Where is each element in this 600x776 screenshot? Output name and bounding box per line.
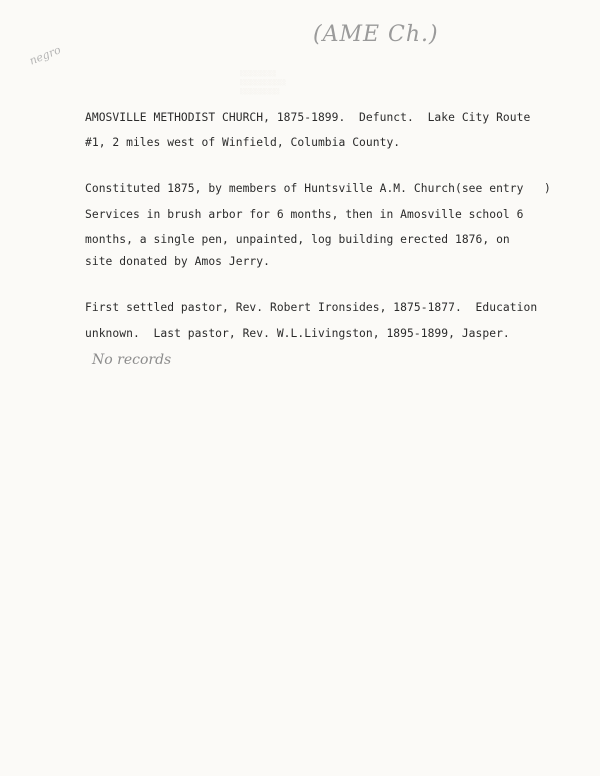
- history-line-3: months, a single pen, unpainted, log building erected 1876, on: [85, 233, 510, 246]
- handwritten-annotation-top-left: negro: [27, 43, 63, 68]
- bleed-through-text: ░░░░░░░░░░░ ░░░░░░░░░░░░░░ ░░░░░░░░░░░░: [240, 71, 287, 95]
- handwritten-note-no-records: No records: [92, 352, 172, 368]
- history-line-1: Constituted 1875, by members of Huntsville A.M. Church(see entry ): [85, 182, 551, 195]
- entry-title-line: AMOSVILLE METHODIST CHURCH, 1875-1899. Defunct. Lake City Route: [85, 111, 531, 124]
- handwritten-annotation-top-right: (AME Ch.): [313, 22, 439, 47]
- history-line-2: Services in brush arbor for 6 months, then in Amosville school 6: [85, 208, 524, 221]
- pastor-line-2: unknown. Last pastor, Rev. W.L.Livingston, 1895-1899, Jasper.: [85, 327, 510, 340]
- pastor-line-1: First settled pastor, Rev. Robert Ironsides, 1875-1877. Education: [85, 301, 538, 314]
- entry-location-line: #1, 2 miles west of Winfield, Columbia County.: [85, 136, 401, 149]
- history-line-4: site donated by Amos Jerry.: [85, 255, 270, 268]
